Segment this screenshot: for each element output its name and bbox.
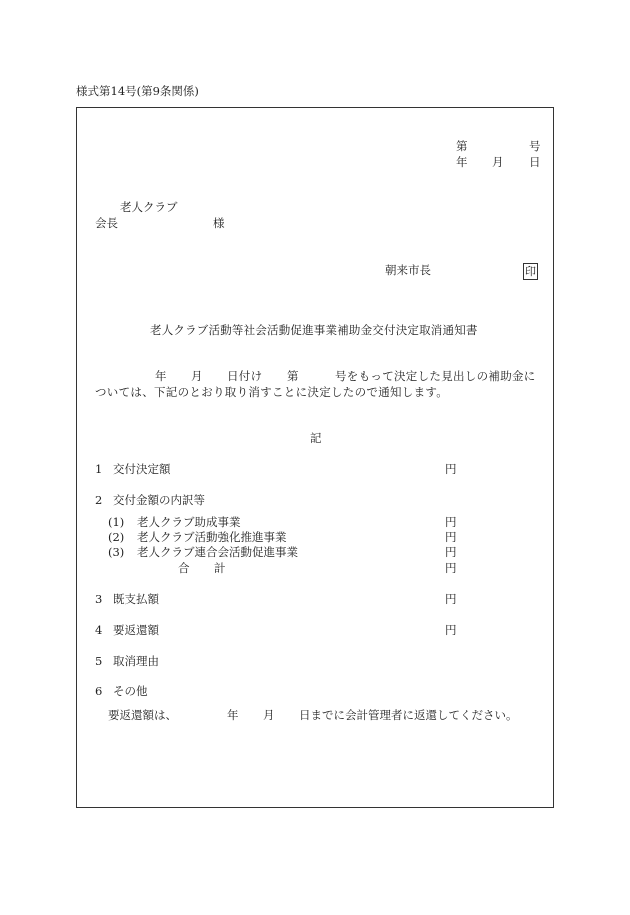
recipient-club: 老人クラブ [120,200,178,214]
total-unit: 円 [445,561,457,575]
body-number-prefix: 第 [287,369,299,383]
sub-1-number: (1) [108,515,125,529]
item-3-unit: 円 [445,592,457,606]
item-4-unit: 円 [445,623,457,637]
sub-2-unit: 円 [445,530,457,544]
number-prefix: 第 [456,139,468,153]
seal-mark-text: 印 [525,265,536,278]
item-2-number: 2 [95,493,103,507]
document-title: 老人クラブ活動等社会活動促進事業補助金交付決定取消通知書 [150,323,478,337]
body-line1-rest: 号をもって決定した見出しの補助金に [335,369,536,383]
form-label: 様式第14号(第9条関係) [76,84,199,98]
sub-2-number: (2) [108,530,125,544]
body-month: 月 [191,369,203,383]
refund-rest: 日までに会計管理者に返還してください。 [299,708,518,722]
refund-prefix: 要返還額は、 [108,708,177,722]
item-1-label: 交付決定額 [113,462,171,476]
total-label-b: 計 [214,561,226,575]
ki-heading: 記 [310,431,322,445]
body-day: 日付け [227,369,263,383]
date-year: 年 [456,155,468,169]
item-3-number: 3 [95,592,103,606]
item-3-label: 既支払額 [113,592,159,606]
item-2-label: 交付金額の内訳等 [113,493,205,507]
body-line2: ついては、下記のとおり取り消すことに決定したので通知します。 [95,385,449,399]
refund-month: 月 [263,708,275,722]
total-label-a: 合 [178,561,190,575]
item-4-number: 4 [95,623,103,637]
item-6-number: 6 [95,684,103,698]
recipient-honorific: 様 [213,216,225,230]
item-4-label: 要返還額 [113,623,159,637]
sub-3-label: 老人クラブ連合会活動促進事業 [137,545,298,559]
refund-year: 年 [227,708,239,722]
sub-1-unit: 円 [445,515,457,529]
sub-2-label: 老人クラブ活動強化推進事業 [137,530,287,544]
recipient-chair: 会長 [95,216,118,230]
item-1-number: 1 [95,462,103,476]
issuer-title: 朝来市長 [385,263,431,277]
sub-1-label: 老人クラブ助成事業 [137,515,241,529]
date-day: 日 [529,155,541,169]
body-year: 年 [155,369,167,383]
seal-mark [523,263,538,280]
item-5-number: 5 [95,654,103,668]
item-6-label: その他 [113,684,148,698]
number-suffix: 号 [529,139,541,153]
item-5-label: 取消理由 [113,654,159,668]
date-month: 月 [492,155,504,169]
item-1-unit: 円 [445,462,457,476]
sub-3-unit: 円 [445,545,457,559]
sub-3-number: (3) [108,545,125,559]
